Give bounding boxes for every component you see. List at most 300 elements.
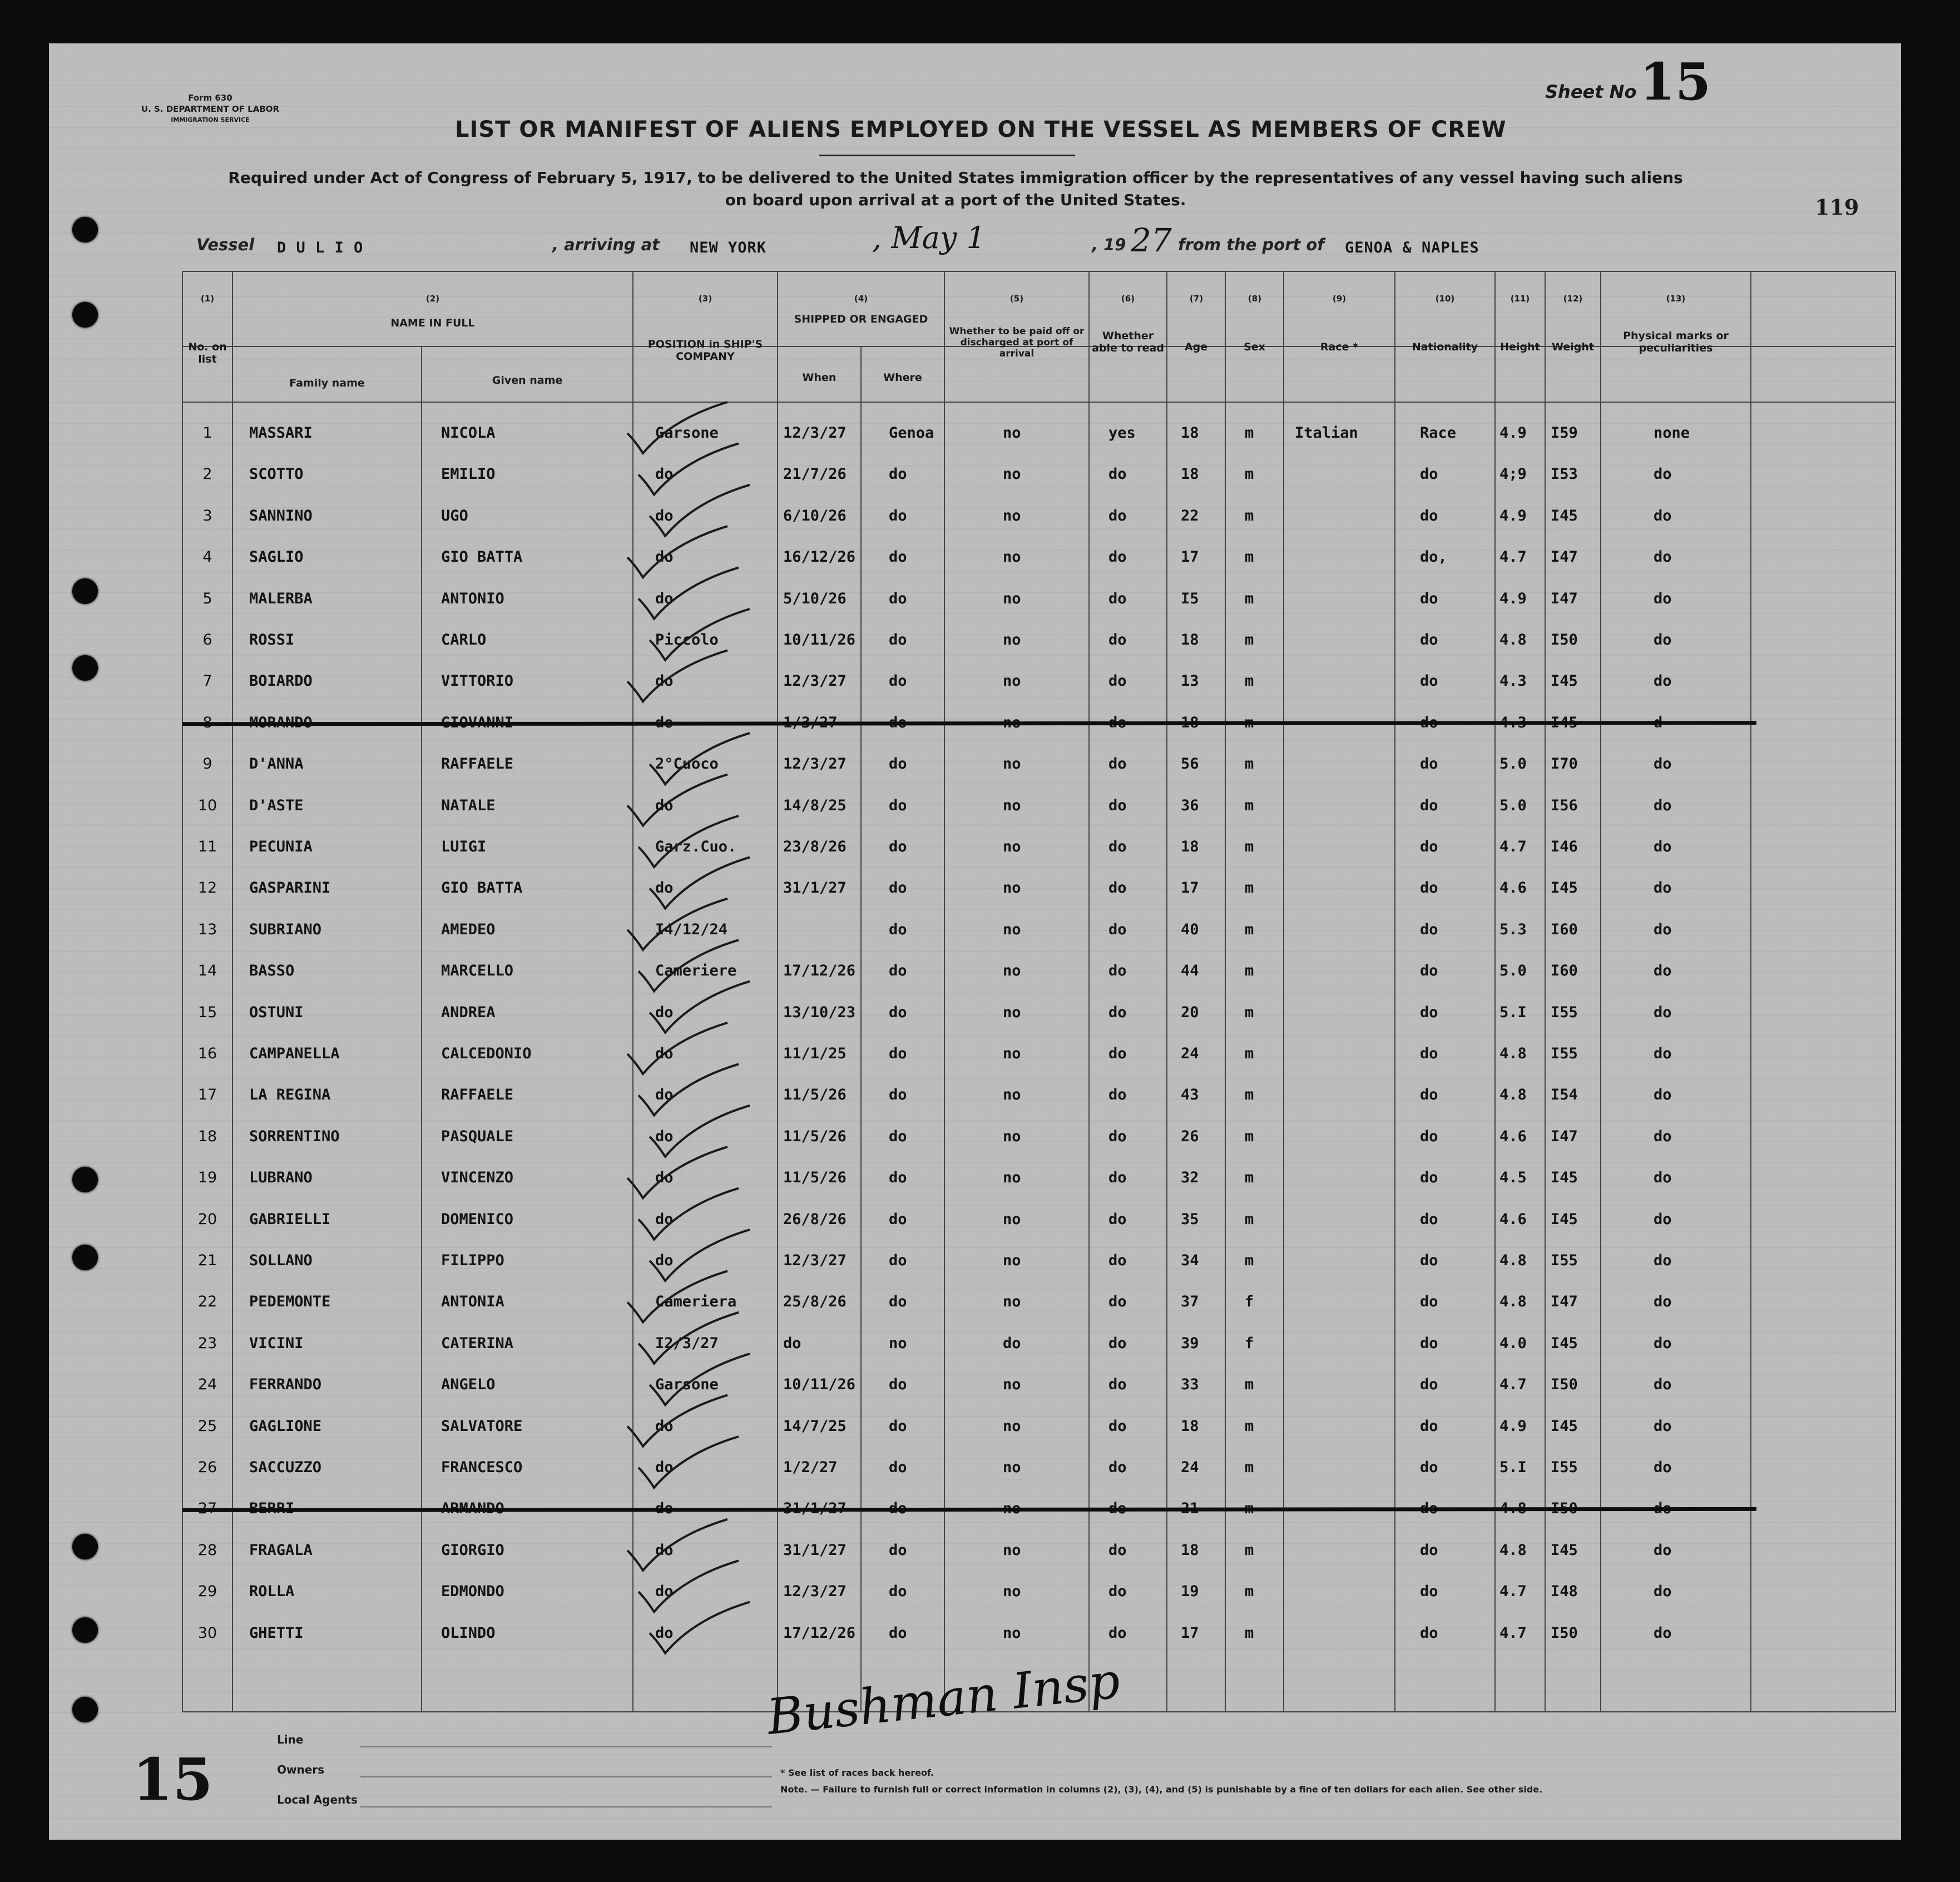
physical-marks: do [1654, 1210, 1672, 1228]
given-name: NATALE [441, 796, 496, 814]
shipped-where: do [889, 1459, 907, 1476]
punch-hole [72, 217, 98, 242]
height: 5.0 [1499, 796, 1527, 814]
age: 24 [1181, 1045, 1199, 1062]
sex: m [1245, 1169, 1254, 1187]
position: do [655, 1252, 674, 1269]
able-to-read: do [1108, 1293, 1127, 1311]
shipped-when: 25/8/26 [783, 1293, 847, 1311]
row-number: 19 [197, 1169, 217, 1187]
height: 4.8 [1499, 631, 1527, 648]
row-number: 9 [202, 755, 212, 773]
sex: m [1245, 1583, 1254, 1601]
weight: I50 [1551, 1376, 1578, 1394]
height: 5.I [1499, 1459, 1527, 1476]
shipped-where: do [889, 465, 907, 483]
paid-off: no [1003, 590, 1021, 607]
paid-off: no [1003, 838, 1021, 855]
able-to-read: do [1108, 755, 1127, 773]
manifest-sheet [49, 43, 1901, 1840]
age: 17 [1181, 879, 1199, 897]
nationality: do [1420, 1583, 1438, 1601]
family-name: SACCUZZO [249, 1459, 322, 1476]
family-name: SCOTTO [249, 465, 304, 483]
family-name: BASSO [249, 962, 295, 980]
sex: m [1245, 1127, 1254, 1145]
punch-hole [72, 655, 98, 681]
position: do [655, 590, 674, 607]
position: do [655, 672, 674, 690]
paid-off: no [1003, 755, 1021, 773]
age: 44 [1181, 962, 1199, 980]
paid-off: no [1003, 424, 1021, 442]
punch-hole [72, 578, 98, 604]
family-name: ROSSI [249, 631, 295, 648]
sex: m [1245, 962, 1254, 980]
able-to-read: do [1108, 1169, 1127, 1187]
corner-sheet-number: 15 [132, 1745, 213, 1814]
height: 4.9 [1499, 590, 1527, 607]
arrival-year: 27 [1131, 221, 1172, 259]
subtitle-line-1: Required under Act of Congress of February 5, 1917, to be delivered to the United States immigration officer by the representatives of any vessel having such aliens [228, 169, 1683, 187]
shipped-where: do [889, 1252, 907, 1269]
position: do [655, 1583, 674, 1601]
sex: m [1245, 1459, 1254, 1476]
family-name: MASSARI [249, 424, 313, 442]
sex: m [1245, 1252, 1254, 1269]
shipped-when: 13/10/23 [783, 1003, 856, 1021]
check-mark [650, 1602, 750, 1653]
race: Italian [1295, 424, 1358, 442]
shipped-where: Genoa [889, 424, 934, 442]
check-mark [650, 733, 750, 784]
paid-off: no [1003, 1127, 1021, 1145]
row-number: 21 [197, 1252, 217, 1269]
able-to-read: do [1108, 1459, 1127, 1476]
height: 4.0 [1499, 1334, 1527, 1352]
row-number: 2 [202, 465, 212, 483]
col-weight: Weight [1552, 341, 1594, 353]
height: 5.I [1499, 1003, 1527, 1021]
nationality: do [1420, 1252, 1438, 1269]
nationality: do [1420, 507, 1438, 524]
paid-off: no [1003, 631, 1021, 648]
age: 18 [1181, 838, 1199, 855]
shipped-when: 21/7/26 [783, 465, 847, 483]
able-to-read: do [1108, 1334, 1127, 1352]
col-able-to-read: Whether able to read [1092, 330, 1164, 354]
row-number: 16 [197, 1045, 217, 1062]
able-to-read: do [1108, 590, 1127, 607]
weight: I70 [1551, 755, 1578, 773]
age: 35 [1181, 1210, 1199, 1228]
shipped-where: do [889, 672, 907, 690]
able-to-read: do [1108, 1541, 1127, 1559]
paid-off: no [1003, 1293, 1021, 1311]
nationality: do [1420, 1334, 1438, 1352]
footer-owners-label: Owners [277, 1763, 325, 1776]
paid-off: no [1003, 507, 1021, 524]
col-10-number: (10) [1435, 294, 1455, 304]
physical-marks: do [1654, 1459, 1672, 1476]
family-name: BOIARDO [249, 672, 313, 690]
weight: I45 [1551, 1210, 1578, 1228]
strike-through-line [182, 1509, 1756, 1510]
check-mark [627, 1147, 727, 1198]
given-name: RAFFAELE [441, 755, 514, 773]
paid-off: no [1003, 962, 1021, 980]
shipped-where: do [889, 1003, 907, 1021]
page-number: 119 [1815, 195, 1859, 220]
position: do [655, 1459, 674, 1476]
position: Garsone [655, 1376, 719, 1394]
height: 4.7 [1499, 1376, 1527, 1394]
nationality: do [1420, 1127, 1438, 1145]
nationality: do [1420, 1169, 1438, 1187]
sex: m [1245, 796, 1254, 814]
age: 17 [1181, 1624, 1199, 1642]
paid-off: no [1003, 920, 1021, 938]
height: 4.9 [1499, 507, 1527, 524]
sex: f [1245, 1293, 1254, 1311]
family-name: GABRIELLI [249, 1210, 331, 1228]
nationality: do [1420, 1210, 1438, 1228]
paid-off: no [1003, 1624, 1021, 1642]
able-to-read: do [1108, 1210, 1127, 1228]
position: Cameriera [655, 1293, 737, 1311]
row-number: 18 [197, 1127, 217, 1145]
paid-off: no [1003, 672, 1021, 690]
inspector-signature: Bushman Insp [764, 1652, 1123, 1746]
physical-marks: do [1654, 590, 1672, 607]
physical-marks: do [1654, 631, 1672, 648]
able-to-read: do [1108, 920, 1127, 938]
punch-hole [72, 1697, 98, 1722]
physical-marks: none [1654, 424, 1690, 442]
shipped-when: 11/1/25 [783, 1045, 847, 1062]
given-name: ANGELO [441, 1376, 496, 1394]
row-number: 4 [202, 548, 212, 566]
shipped-where: do [889, 507, 907, 524]
paid-off: no [1003, 796, 1021, 814]
physical-marks: do [1654, 1127, 1672, 1145]
able-to-read: do [1108, 838, 1127, 855]
row-number: 24 [197, 1376, 217, 1394]
col-7-number: (7) [1189, 294, 1204, 304]
sex: m [1245, 548, 1254, 566]
sex: m [1245, 838, 1254, 855]
nationality: do [1420, 1541, 1438, 1559]
punch-hole [72, 1245, 98, 1270]
physical-marks: do [1654, 1252, 1672, 1269]
age: 33 [1181, 1376, 1199, 1394]
row-number: 15 [197, 1003, 217, 1021]
shipped-where: do [889, 548, 907, 566]
able-to-read: do [1108, 507, 1127, 524]
row-number: 30 [197, 1624, 217, 1642]
paid-off: no [1003, 548, 1021, 566]
given-name: SALVATORE [441, 1417, 523, 1435]
check-mark [627, 899, 727, 950]
family-name: FRAGALA [249, 1541, 313, 1559]
age: 24 [1181, 1459, 1199, 1476]
arriving-port: NEW YORK [690, 239, 767, 256]
shipped-where: do [889, 1127, 907, 1145]
paid-off: do [1003, 1334, 1021, 1352]
col-9-number: (9) [1332, 294, 1347, 304]
punch-hole [72, 1534, 98, 1559]
physical-marks: do [1654, 1583, 1672, 1601]
footer-owners-rule [360, 1776, 772, 1777]
title-part-3: AS MEMBERS OF CREW [1207, 117, 1507, 142]
shipped-where: do [889, 1045, 907, 1062]
physical-marks: do [1654, 1334, 1672, 1352]
physical-marks: do [1654, 755, 1672, 773]
family-name: ROLLA [249, 1583, 295, 1601]
physical-marks: do [1654, 507, 1672, 524]
nationality: do [1420, 631, 1438, 648]
nationality: do [1420, 1624, 1438, 1642]
physical-marks: do [1654, 1624, 1672, 1642]
weight: I55 [1551, 1252, 1578, 1269]
physical-marks: do [1654, 1417, 1672, 1435]
check-mark [639, 568, 739, 619]
height: 4.8 [1499, 1045, 1527, 1062]
physical-marks: do [1654, 920, 1672, 938]
annotation-layer [49, 43, 1901, 1840]
height: 4.6 [1499, 1127, 1527, 1145]
check-mark [627, 775, 727, 826]
position: do [655, 1210, 674, 1228]
sex: m [1245, 465, 1254, 483]
col-1-number: (1) [200, 294, 215, 304]
paid-off: no [1003, 1541, 1021, 1559]
weight: I45 [1551, 1417, 1578, 1435]
height: 4.9 [1499, 1417, 1527, 1435]
check-mark [639, 1188, 739, 1240]
height: 5.0 [1499, 755, 1527, 773]
physical-marks: do [1654, 1045, 1672, 1062]
row-number: 13 [197, 920, 217, 938]
position: do [655, 879, 674, 897]
col-12-number: (12) [1563, 294, 1583, 304]
weight: I45 [1551, 672, 1578, 690]
sex: m [1245, 631, 1254, 648]
age: 26 [1181, 1127, 1199, 1145]
weight: I60 [1551, 962, 1578, 980]
sex: m [1245, 1210, 1254, 1228]
col-8-number: (8) [1248, 294, 1262, 304]
nationality: do [1420, 1417, 1438, 1435]
family-name: LA REGINA [249, 1086, 331, 1104]
nationality: Race [1420, 424, 1457, 442]
paid-off: no [1003, 1252, 1021, 1269]
check-mark [639, 1064, 739, 1115]
punch-hole [72, 1617, 98, 1643]
nationality: do [1420, 1086, 1438, 1104]
shipped-when: 12/3/27 [783, 424, 847, 442]
height: 4.7 [1499, 548, 1527, 566]
shipped-where: do [889, 631, 907, 648]
col-13-number: (13) [1666, 294, 1686, 304]
physical-marks: do [1654, 1169, 1672, 1187]
paid-off: no [1003, 1459, 1021, 1476]
height: 4;9 [1499, 465, 1527, 483]
given-name: VINCENZO [441, 1169, 514, 1187]
punch-hole [72, 1167, 98, 1192]
given-name: PASQUALE [441, 1127, 514, 1145]
given-name: ANTONIO [441, 590, 504, 607]
height: 4.6 [1499, 1210, 1527, 1228]
weight: I50 [1551, 1624, 1578, 1642]
vessel-name: D U L I O [277, 239, 364, 256]
height: 4.9 [1499, 424, 1527, 442]
arrival-date: , May 1 [872, 220, 986, 255]
sex: m [1245, 507, 1254, 524]
row-number: 14 [197, 962, 217, 980]
given-name: OLINDO [441, 1624, 496, 1642]
shipped-where: do [889, 1624, 907, 1642]
shipped-where: do [889, 1583, 907, 1601]
nationality: do [1420, 755, 1438, 773]
vessel-label: Vessel [196, 235, 255, 254]
height: 4.7 [1499, 1624, 1527, 1642]
nationality: do [1420, 672, 1438, 690]
position: Piccolo [655, 631, 719, 648]
able-to-read: do [1108, 962, 1127, 980]
shipped-when: 16/12/26 [783, 548, 856, 566]
position: Cameriere [655, 962, 737, 980]
given-name: CARLO [441, 631, 487, 648]
row-number: 6 [202, 631, 212, 648]
check-mark [627, 402, 727, 453]
weight: I55 [1551, 1045, 1578, 1062]
nationality: do [1420, 1003, 1438, 1021]
row-number: 22 [197, 1293, 217, 1311]
row-number: 28 [197, 1541, 217, 1559]
row-number: 1 [202, 424, 212, 442]
weight: I48 [1551, 1583, 1578, 1601]
weight: I56 [1551, 796, 1578, 814]
height: 4.7 [1499, 1583, 1527, 1601]
form-number: Form 630 [188, 93, 232, 103]
shipped-where: do [889, 796, 907, 814]
weight: I47 [1551, 590, 1578, 607]
family-name: PEDEMONTE [249, 1293, 331, 1311]
sex: m [1245, 590, 1254, 607]
shipped-when: 17/12/26 [783, 1624, 856, 1642]
able-to-read: do [1108, 1417, 1127, 1435]
shipped-where: do [889, 1210, 907, 1228]
arriving-label: , arriving at [552, 235, 660, 254]
family-name: VICINI [249, 1334, 304, 1352]
check-mark [650, 485, 750, 536]
physical-marks: do [1654, 1541, 1672, 1559]
position: I2/3/27 [655, 1334, 719, 1352]
height: 4.8 [1499, 1252, 1527, 1269]
paid-off: no [1003, 1583, 1021, 1601]
shipped-where: do [889, 962, 907, 980]
check-mark [639, 1561, 739, 1612]
row-number: 11 [197, 838, 217, 855]
footer-line-rule [360, 1746, 772, 1747]
col-11-number: (11) [1510, 294, 1530, 304]
row-number: 12 [197, 879, 217, 897]
paid-off: no [1003, 1169, 1021, 1187]
height: 4.3 [1499, 672, 1527, 690]
given-name: FILIPPO [441, 1252, 504, 1269]
shipped-when: 11/5/26 [783, 1169, 847, 1187]
family-name: GAGLIONE [249, 1417, 322, 1435]
sheet-number-label: Sheet No [1545, 81, 1637, 102]
family-name: SUBRIANO [249, 920, 322, 938]
family-name: SORRENTINO [249, 1127, 340, 1145]
family-name: OSTUNI [249, 1003, 304, 1021]
footer-line-label: Line [277, 1733, 304, 1746]
row-number: 10 [197, 796, 217, 814]
paid-off: no [1003, 1003, 1021, 1021]
col-where: Where [883, 372, 922, 384]
weight: I50 [1551, 631, 1578, 648]
sex: m [1245, 1417, 1254, 1435]
weight: I45 [1551, 1334, 1578, 1352]
sex: m [1245, 1045, 1254, 1062]
family-name: D'ANNA [249, 755, 304, 773]
col-position: POSITION in SHIP'S COMPANY [647, 338, 763, 363]
physical-marks: do [1654, 1376, 1672, 1394]
shipped-when: 14/7/25 [783, 1417, 847, 1435]
able-to-read: do [1108, 1376, 1127, 1394]
age: 22 [1181, 507, 1199, 524]
race-note: * See list of races back hereof. [780, 1767, 934, 1778]
physical-marks: do [1654, 1003, 1672, 1021]
shipped-when: 10/11/26 [783, 1376, 856, 1394]
penalty-note: Note. — Failure to furnish full or correct information in columns (2), (3), (4), and (5) is punishable by a fine of ten dollars for each alien. See other side. [780, 1784, 1543, 1795]
weight: I53 [1551, 465, 1578, 483]
age: 13 [1181, 672, 1199, 690]
position: do [655, 1045, 674, 1062]
shipped-when: 26/8/26 [783, 1210, 847, 1228]
physical-marks: do [1654, 879, 1672, 897]
footer-agents-rule [360, 1806, 772, 1807]
given-name: UGO [441, 507, 468, 524]
given-name: GIORGIO [441, 1541, 504, 1559]
row-number: 20 [197, 1210, 217, 1228]
check-mark [639, 443, 739, 494]
check-mark [627, 526, 727, 577]
given-name: MARCELLO [441, 962, 514, 980]
nationality: do [1420, 1459, 1438, 1476]
able-to-read: do [1108, 1252, 1127, 1269]
col-age: Age [1184, 341, 1208, 353]
sex: m [1245, 1003, 1254, 1021]
row-number: 26 [197, 1459, 217, 1476]
given-name: EMILIO [441, 465, 496, 483]
sex: m [1245, 424, 1254, 442]
shipped-where: do [889, 590, 907, 607]
height: 5.3 [1499, 920, 1527, 938]
age: 19 [1181, 1583, 1199, 1601]
shipped-where: do [889, 1086, 907, 1104]
shipped-where: do [889, 1169, 907, 1187]
given-name: RAFFAELE [441, 1086, 514, 1104]
family-name: D'ASTE [249, 796, 304, 814]
age: 20 [1181, 1003, 1199, 1021]
physical-marks: do [1654, 672, 1672, 690]
year-prefix: , 19 [1092, 235, 1126, 254]
check-mark [650, 1354, 750, 1405]
weight: I47 [1551, 1293, 1578, 1311]
